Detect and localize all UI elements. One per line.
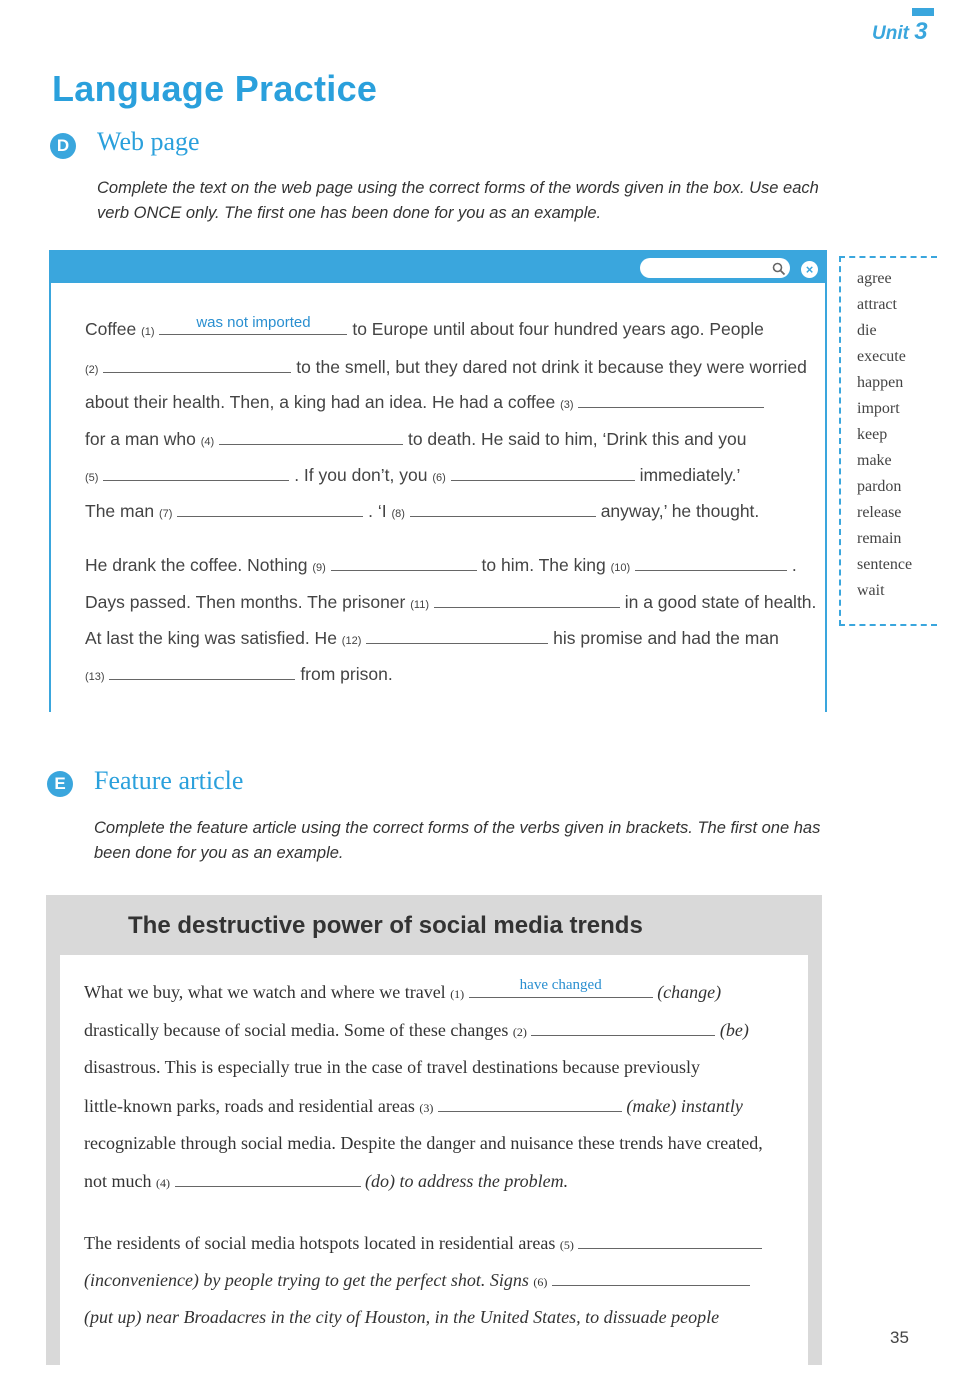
web-line-9: At last the king was satisfied. He (12) his promise and had the man (85, 628, 779, 648)
web-line-10: (13) from prison. (85, 664, 393, 684)
article-blank-5[interactable] (578, 1232, 762, 1249)
answer-blank-2[interactable] (103, 356, 291, 373)
section-e-heading: Feature article (94, 766, 244, 795)
article-line-3: disastrous. This is especially true in the case of travel destinations because previously (84, 1057, 701, 1077)
section-e-badge: E (47, 771, 73, 797)
article-title: The destructive power of social media trends (128, 912, 643, 939)
article-line-4: little-known parks, roads and residential areas (3) (make) instantly (84, 1096, 743, 1116)
page-title: Language Practice (52, 68, 378, 109)
answer-blank-13[interactable] (109, 663, 295, 680)
web-line-7: He drank the coffee. Nothing (9) to him. The king (10) . (85, 555, 797, 575)
answer-blank-7[interactable] (177, 500, 363, 517)
web-line-2: (2) to the smell, but they dared not drink it because they were worried (85, 357, 807, 377)
search-icon[interactable] (772, 262, 786, 276)
answer-blank-10[interactable] (635, 554, 787, 571)
answer-blank-9[interactable] (331, 554, 477, 571)
word-item: remain (857, 530, 902, 547)
word-item: release (857, 504, 902, 521)
word-item: happen (857, 374, 904, 391)
section-d-heading: Web page (97, 127, 200, 156)
word-item: agree (857, 270, 892, 287)
answer-blank-3[interactable] (578, 391, 764, 408)
word-item: execute (857, 348, 906, 365)
web-line-6: The man (7) . ‘I (8) anyway,’ he thought. (85, 501, 760, 521)
web-line-5: (5) . If you don’t, you (6) immediately.’ (85, 465, 741, 485)
section-d-instructions: Complete the text on the web page using the correct forms of the words given in the box. Use each verb ONCE only. The first one has been done for you as an example. (97, 179, 819, 222)
word-item: make (857, 452, 892, 469)
web-line-3: about their health. Then, a king had an idea. He had a coffee (3) (85, 391, 764, 413)
article-line-1: What we buy, what we watch and where we travel (1) have changed (change) (84, 977, 722, 1002)
article-blank-4[interactable] (175, 1170, 361, 1187)
answer-blank-8[interactable] (410, 500, 596, 517)
unit-tab-decoration (912, 8, 934, 16)
article-body (60, 955, 808, 1365)
answer-blank-1[interactable]: was not imported (159, 318, 347, 335)
word-item: import (857, 400, 900, 417)
word-item: wait (857, 582, 885, 599)
section-d-badge: D (50, 133, 76, 159)
word-list (857, 270, 912, 608)
article-blank-3[interactable] (438, 1095, 622, 1112)
page-number: 35 (890, 1328, 909, 1347)
web-line-1: Coffee (1) was not imported to Europe until about four hundred years ago. People (85, 314, 764, 339)
close-button[interactable]: × (801, 261, 818, 278)
unit-label: Unit 3 (872, 18, 928, 45)
answer-blank-11[interactable] (434, 591, 620, 608)
web-line-8: Days passed. Then months. The prisoner (11) in a good state of health. (85, 592, 817, 612)
word-item: pardon (857, 478, 902, 495)
answer-blank-12[interactable] (366, 627, 548, 644)
answer-blank-6[interactable] (451, 464, 635, 481)
article-blank-2[interactable] (531, 1019, 715, 1036)
word-item: sentence (857, 556, 913, 573)
word-item: keep (857, 426, 888, 443)
section-e-instructions: Complete the feature article using the correct forms of the verbs given in brackets. The first one has been done for you as an example. (94, 819, 821, 862)
word-item: die (857, 322, 877, 339)
article-line-7: The residents of social media hotspots located in residential areas (5) (84, 1232, 762, 1254)
article-line-6: not much (4) (do) to address the problem. (84, 1171, 569, 1191)
article-line-9: (put up) near Broadacres in the city of Houston, in the United States, to dissuade people (84, 1307, 720, 1327)
article-line-8: (inconvenience) by people trying to get the perfect shot. Signs (6) (84, 1269, 750, 1291)
search-input[interactable] (640, 258, 790, 278)
answer-blank-5[interactable] (103, 464, 289, 481)
article-blank-6[interactable] (552, 1269, 750, 1286)
article-line-5: recognizable through social media. Despite the danger and nuisance these trends have created, (84, 1133, 763, 1153)
web-line-4: for a man who (4) to death. He said to him, ‘Drink this and you (85, 429, 747, 449)
word-item: attract (857, 296, 897, 313)
article-blank-1[interactable]: have changed (469, 981, 653, 998)
answer-blank-4[interactable] (219, 428, 403, 445)
article-line-2: drastically because of social media. Some of these changes (2) (be) (84, 1020, 749, 1040)
